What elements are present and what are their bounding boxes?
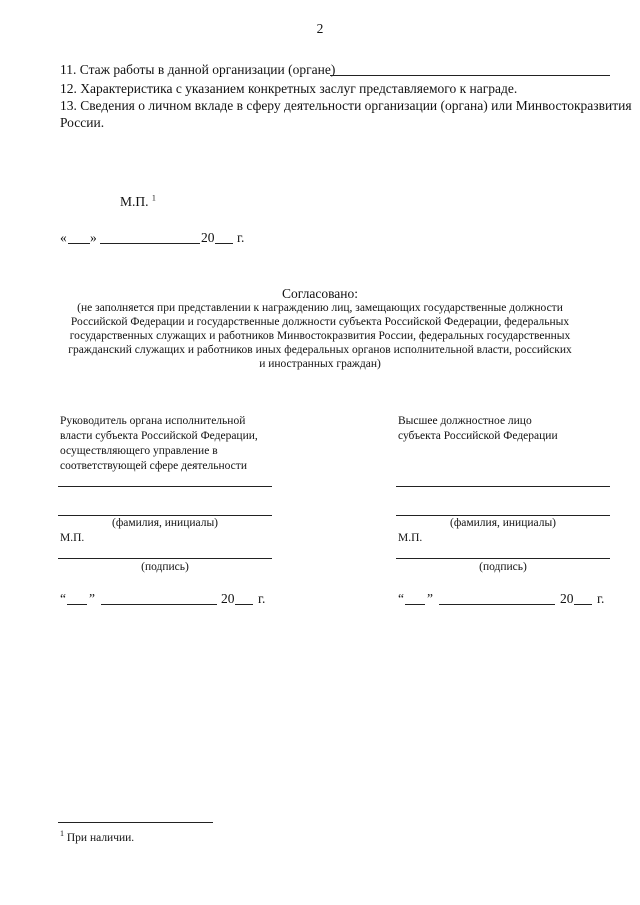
right-date-year-prefix: 20	[560, 591, 574, 606]
date-year-prefix: 20	[201, 230, 215, 245]
right-signature-line	[396, 558, 610, 559]
right-title-line-2: субъекта Российской Федерации	[398, 430, 558, 442]
left-title-line-4: соответствующей сфере деятельности	[60, 460, 247, 472]
stamp-place	[120, 193, 156, 211]
right-position-line	[396, 486, 610, 487]
approval-note-line-3: государственных служащих и работников Минвостокразвития России, федеральных государственных	[69, 330, 571, 342]
approval-title: Согласовано:	[282, 286, 358, 301]
stamp-label: М.П.	[120, 194, 149, 209]
left-date-day-line	[67, 604, 87, 605]
approval-note-line-1: (не заполняется при представлении к награждению лиц, замещающих государственные должности	[77, 302, 563, 314]
right-date-year-suffix: г.	[597, 591, 605, 606]
footnote	[60, 831, 134, 846]
right-date-open-quote: “	[398, 591, 404, 606]
date-open-quote: «	[60, 230, 67, 245]
left-signature-caption: (подпись)	[141, 561, 189, 573]
footnote-reference: 1	[151, 193, 156, 203]
right-signature-caption: (подпись)	[479, 561, 527, 573]
date-close-quote: »	[90, 230, 97, 245]
item-11-label: 11. Стаж работы в данной организации (органе)	[60, 62, 336, 77]
left-date-month-line	[101, 604, 217, 605]
left-signature-line	[58, 558, 272, 559]
left-position-line	[58, 486, 272, 487]
right-date-month-line	[439, 604, 555, 605]
footnote-marker: 1	[60, 829, 64, 839]
date-year-suffix: г.	[237, 230, 245, 245]
right-title-line-1: Высшее должностное лицо	[398, 415, 532, 427]
page-number: 2	[316, 21, 324, 36]
left-title-line-2: власти субъекта Российской Федерации,	[60, 430, 258, 442]
date-year-line	[215, 243, 233, 244]
right-date-day-line	[405, 604, 425, 605]
item-12-label: 12. Характеристика с указанием конкретных заслуг представляемого к награде.	[60, 81, 518, 96]
left-date-year-prefix: 20	[221, 591, 235, 606]
left-date-close-quote: ”	[89, 591, 95, 606]
right-name-caption: (фамилия, инициалы)	[449, 517, 557, 529]
right-stamp-label: М.П.	[398, 532, 423, 544]
left-title-line-3: осуществляющего управление в	[60, 445, 218, 457]
left-name-caption: (фамилия, инициалы)	[111, 517, 219, 529]
footnote-separator	[58, 822, 213, 823]
right-date-year-line	[574, 604, 592, 605]
approval-note-line-4: гражданский служащих и работников иных федеральных органов исполнительной власти, российских	[68, 344, 572, 356]
approval-note-line-2: Российской Федерации и государственные должности субъекта Российской Федерации, федеральных	[70, 316, 570, 328]
right-date-close-quote: ”	[427, 591, 433, 606]
left-date-open-quote: “	[60, 591, 66, 606]
left-stamp-label: М.П.	[60, 532, 85, 544]
item-11-fill-line	[330, 75, 610, 76]
approval-note-line-5: и иностранных граждан)	[259, 358, 381, 370]
left-date-year-line	[235, 604, 253, 605]
item-13-continuation: России.	[60, 115, 105, 130]
date-day-line	[68, 243, 90, 244]
footnote-text: При наличии.	[66, 832, 135, 844]
date-month-line	[100, 243, 200, 244]
left-date-year-suffix: г.	[258, 591, 266, 606]
left-title-line-1: Руководитель органа исполнительной	[60, 415, 246, 427]
item-13-label: 13. Сведения о личном вкладе в сферу деятельности организации (органа) или Минвостокразвития	[60, 98, 632, 113]
